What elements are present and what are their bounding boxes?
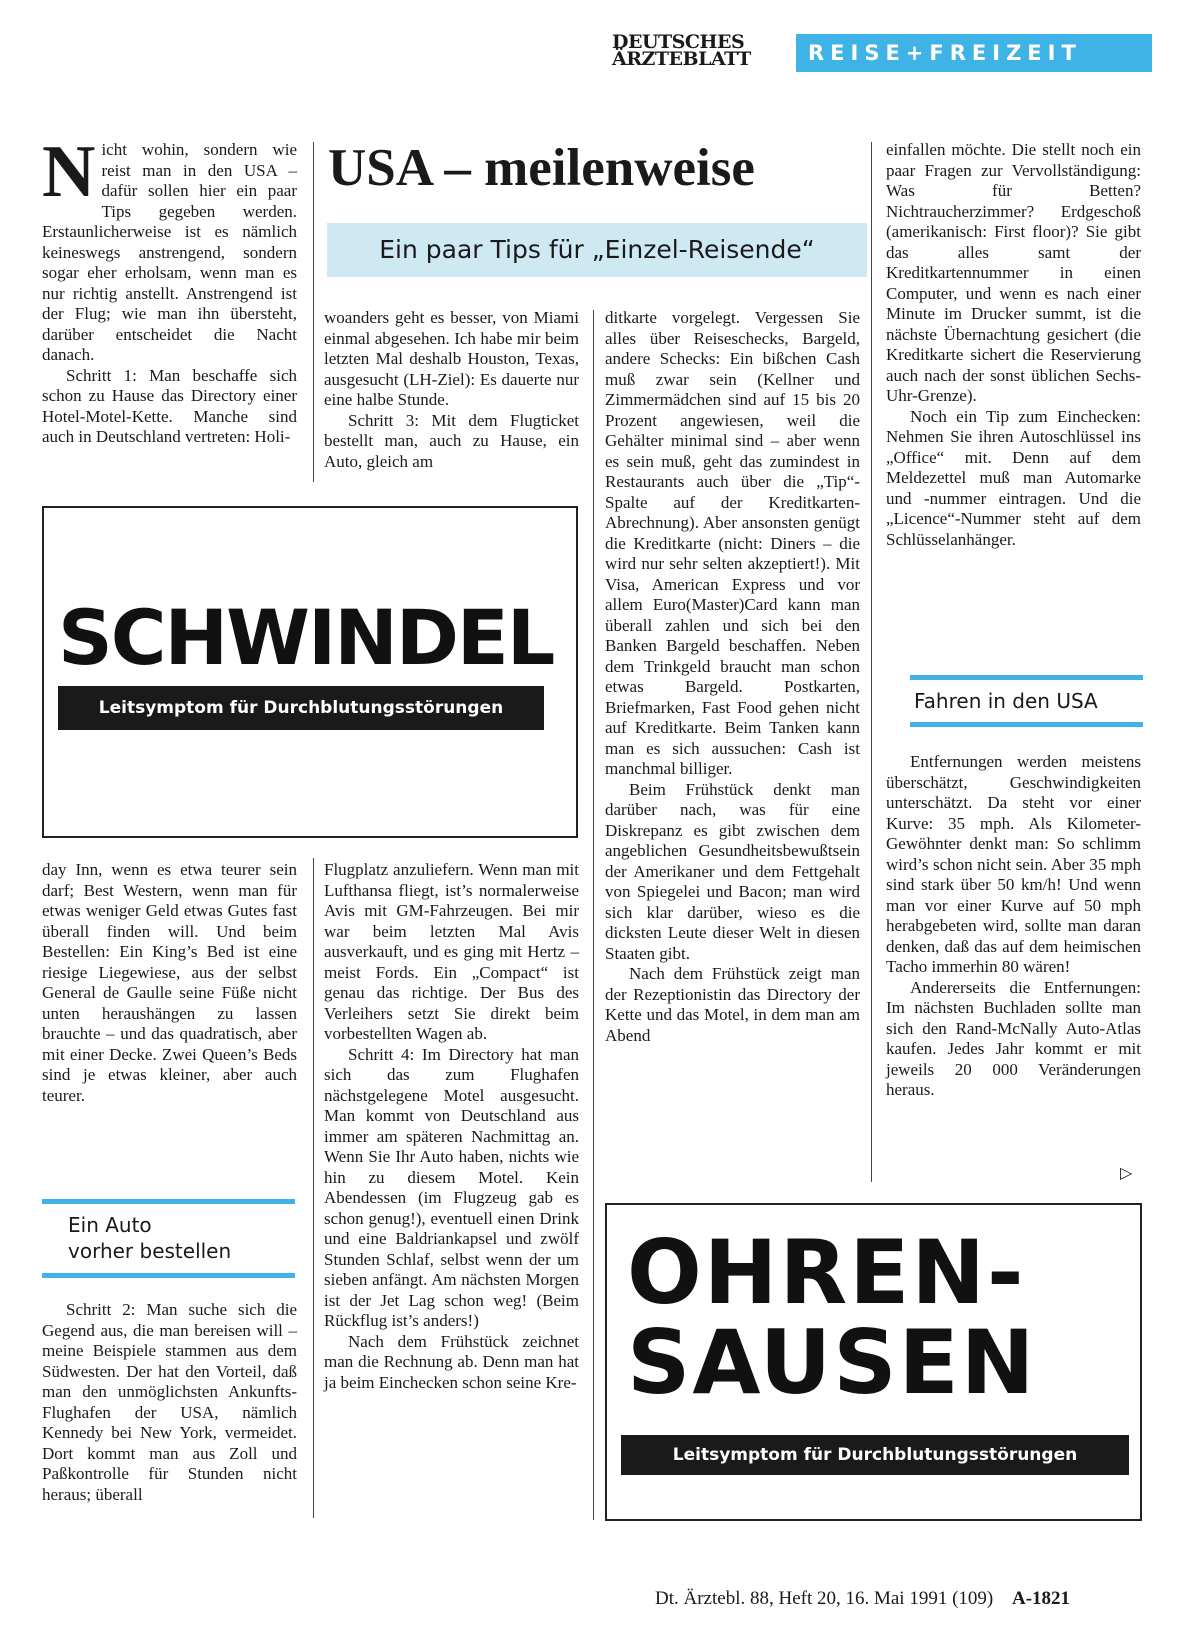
column-1-lower — [42, 860, 297, 1106]
paragraph: einfallen möchte. Die stellt noch ein paar Fragen zur Vervollständigung: Was für Betten? Nichtraucherzimmer? Erdgeschoß (amerikanisch: First floor)? Sie gibt das alles samt der Kreditkartennummer in einen Computer, und wenn es nach einer Minute im Drucker summt, ist die nächste Übernachtung gesichert (die Kreditkarte sichert die Reservierung auch nach der sonst üblichen Sechs-Uhr-Grenze). — [886, 140, 1141, 405]
box-rule-top — [910, 675, 1143, 680]
paragraph: Noch ein Tip zum Einchecken: Nehmen Sie ihren Autoschlüssel ins „Office“ mit. Denn auf dem Meldezettel muß man Automarke und -nummer eintragen. Und die „Licence“-Nummer steht auf dem Schlüsselanhänger. — [886, 406, 1141, 549]
column-2-lower — [324, 860, 579, 1393]
citation: Dt. Ärztebl. 88, Heft 20, 16. Mai 1991 (109) — [655, 1588, 994, 1609]
page-footer — [655, 1588, 1070, 1610]
paragraph: Nach dem Frühstück zeichnet man die Rechnung ab. Denn man hat ja beim Einchecken schon seine Kre- — [324, 1331, 579, 1392]
masthead-line2: ÄRZTEBLATT — [612, 48, 751, 70]
column-4-lower — [886, 752, 1141, 1101]
intro-paragraph: icht wohin, sondern wie reist man in den USA – dafür sollen hier ein paar Tips gegeben werden. Erstaunlicherweise ist es nämlich keineswegs anstrengend, sondern sogar eher erholsam, wenn man es nur richtig anstellt. Anstrengend ist der Flug; wie man ihn übersteht, darüber entscheidet die Nacht danach. — [42, 140, 297, 364]
box-rule-top — [42, 1199, 295, 1204]
box-rule-bottom — [910, 722, 1143, 727]
advertisement-ohrensausen — [605, 1203, 1142, 1521]
paragraph: Nach dem Frühstück zeigt man der Rezeptionistin das Directory der Kette und das Motel, in dem man am Abend — [605, 964, 860, 1045]
column-2-upper — [324, 308, 579, 472]
paragraph: Schritt 4: Im Directory hat man sich das zum Flughafen nächstgelegene Motel ausgesucht. Man kommt von Deutschland aus immer am späteren Nachmittag an. Wenn Sie Ihr Auto haben, nichts wie hin zu diesem Motel. Kein Abendessen (im Flugzeug gab es schon genug!), eventuell einen Drink und eine Baldriankapsel und zwölf Stunden Schlaf, selbst wenn der um sieben anfängt. Am nächsten Morgen ist der Jet Lag schon weg! (Beim Rückflug ist’s anders!) — [324, 1044, 579, 1330]
masthead-line1: DEUTSCHES — [612, 31, 745, 53]
paragraph: Flugplatz anzuliefern. Wenn man mit Lufthansa fliegt, ist’s normalerweise Avis mit GM-Fahrzeugen. Bei mir war beim letzten Mal Avis ausverkauft, und es ging mit Hertz – meist Fords. Ein „Compact“ ist genau das richtige. Der Bus des Verleihers setzt Sie direkt beim vorbestellten Wagen ab. — [324, 860, 579, 1043]
drop-cap: N — [42, 131, 96, 213]
column-divider — [593, 310, 594, 1520]
subhead-fahren: Fahren in den USA — [914, 689, 1098, 713]
ad-headline: SCHWINDEL — [58, 593, 554, 682]
continue-arrow-icon: ▷ — [1120, 1165, 1133, 1182]
box-rule-bottom — [42, 1273, 295, 1278]
column-1-bottom — [42, 1300, 297, 1505]
article-headline: USA – meilenweise — [328, 139, 755, 197]
paragraph: Schritt 1: Man beschaffe sich schon zu Hause das Directory einer Hotel-Motel-Kette. Manche sind auch in Deutschland vertreten: Holi- — [42, 365, 297, 446]
paragraph: Entfernungen werden meistens überschätzt, Geschwindigkeiten unterschätzt. Da steht vor einer Kurve: 35 mph. Als Kilometer-Gewöhnter denkt man: So schlimm wird’s schon nicht sein. Aber 35 mph sind stark über 50 km/h! Und wenn man vor einer Kurve auf 50 mph herabgebeten wird, sollte man daran denken, daß das auf dem heimischen Tacho immerhin 80 wären! — [886, 752, 1141, 976]
ad-headline-line1: OHREN- — [627, 1221, 1026, 1324]
column-3 — [605, 308, 860, 1046]
page-number: A-1821 — [1012, 1588, 1071, 1609]
column-1-intro — [42, 131, 297, 448]
subhead-auto — [68, 1212, 231, 1264]
column-divider — [313, 858, 314, 1518]
ad-tagline: Leitsymptom für Durchblutungsstörungen — [621, 1435, 1129, 1475]
ad-headline-line2: SAUSEN — [627, 1311, 1037, 1414]
column-divider — [313, 142, 314, 482]
section-banner: REISE+FREIZEIT — [796, 34, 1152, 72]
paragraph: woanders geht es besser, von Miami einmal abgesehen. Ich habe mir beim letzten Mal deshalb Houston, Texas, ausgesucht (LH-Ziel): Es dauerte nur eine halbe Stunde. — [324, 308, 579, 409]
advertisement-schwindel — [42, 506, 578, 838]
subhead-line2: vorher bestellen — [68, 1239, 232, 1263]
ad-tagline: Leitsymptom für Durchblutungsstörungen — [58, 686, 544, 730]
paragraph: ditkarte vorgelegt. Vergessen Sie alles über Reiseschecks, Bargeld, andere Schecks: Ein bißchen Cash muß zwar sein (Kellner und Zimmermädchen sind auf 15 bis 20 Prozent angewiesen, weil die Gehälter minimal sind – aber wenn es sein muß, geht das zumindest in Restaurants auch über die „Tip“-Spalte auf der Kreditkarten-Abrechnung). Aber ansonsten genügt die Kreditkarte (nicht: Diners – die wird nur sehr selten akzeptiert!). Mit Visa, American Express und vor allem Euro(Master)Card kann man überall zahlen und sich bei den Banken Bargeld beschaffen. Neben dem Trinkgeld braucht man schon etwas Bargeld. Postkarten, Briefmarken, Fast Food gehen nicht auf Kreditkarte. Beim Tanken kann man es sich aussuchen: Cash ist manchmal billiger. — [605, 308, 860, 778]
column-divider — [871, 142, 872, 1182]
masthead-logo — [612, 31, 751, 70]
column-4-upper — [886, 140, 1141, 550]
article-subheadline: Ein paar Tips für „Einzel-Reisende“ — [327, 223, 867, 277]
paragraph: Schritt 2: Man suche sich die Gegend aus, die man bereisen will – meine Beispiele stammen aus dem Südwesten. Der hat den Vorteil, daß man den unmöglichsten Ankunfts-Flughafen der USA, nämlich Kennedy bei New York, vermeidet. Dort kommt man aus Zoll und Paßkontrolle für Stunden nicht heraus; überall — [42, 1300, 297, 1504]
paragraph: Beim Frühstück denkt man darüber nach, was für eine Diskrepanz es gibt zwischen dem angeblichen Gesundheitsbewußtsein der Amerikaner und dem Fettgehalt von Spiegelei und Bacon; man wird sich klar darüber, wieso es die dicksten Leute dieser Welt in diesen Staaten gibt. — [605, 779, 860, 963]
paragraph: Andererseits die Entfernungen: Im nächsten Buchladen sollte man sich den Rand-McNally Auto-Atlas kaufen. Jedes Jahr kommt er mit jeweils 20 000 Veränderungen heraus. — [886, 977, 1141, 1099]
paragraph: day Inn, wenn es etwa teurer sein darf; Best Western, wenn man für etwas weniger Geld etwas Gutes fast überall finden will. Und beim Bestellen: Ein King’s Bed ist eine riesige Liegewiese, aus der selbst General de Gaulle seine Füße nicht unten heraushängen zu lassen brauchte – und das quadratisch, aber mit einer Decke. Zwei Queen’s Beds sind je etwas kleiner, aber auch teurer. — [42, 860, 297, 1105]
subhead-line1: Ein Auto — [68, 1213, 152, 1237]
paragraph: Schritt 3: Mit dem Flugticket bestellt man, auch zu Hause, ein Auto, gleich am — [324, 410, 579, 471]
